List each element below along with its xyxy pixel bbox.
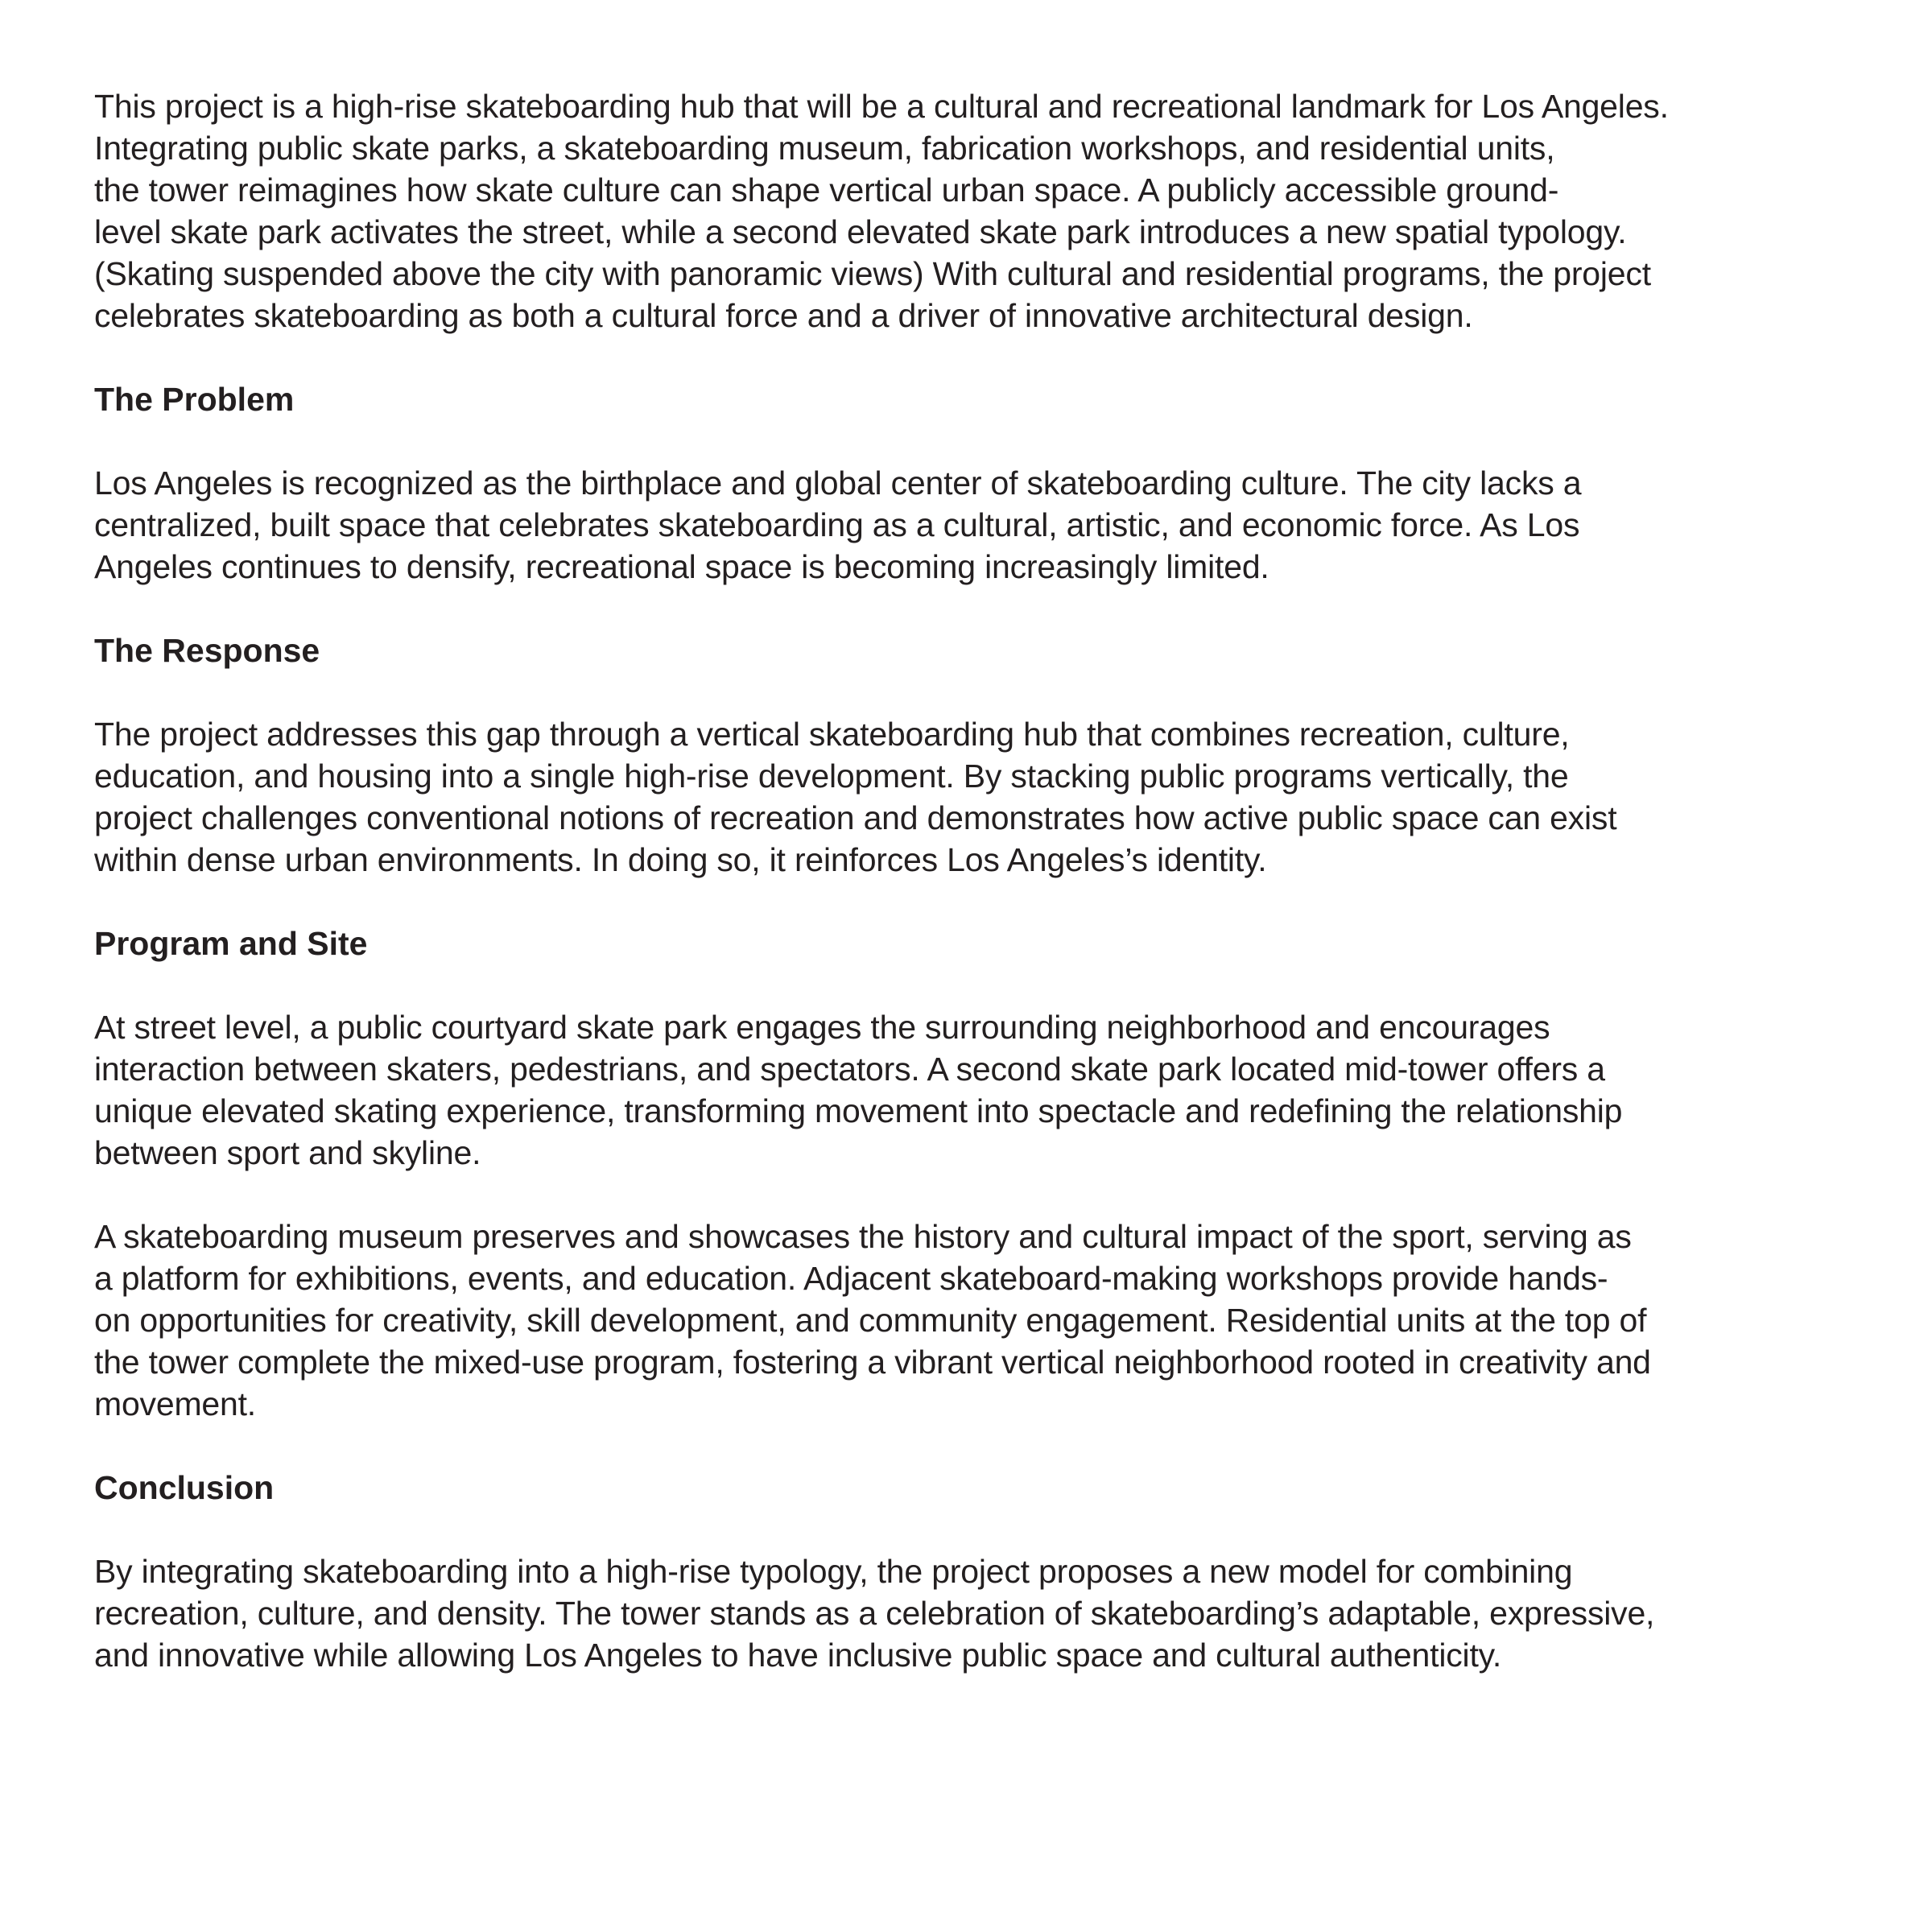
- response-line: within dense urban environments. In doing so, it reinforces Los Angeles’s identity.: [94, 841, 1267, 878]
- program-line: interaction between skaters, pedestrians, and spectators. A second skate park located mid-tower offers a: [94, 1051, 1605, 1088]
- intro-line: the tower reimagines how skate culture can shape vertical urban space. A publicly accessible ground-: [94, 171, 1559, 208]
- response-heading: The Response: [94, 632, 320, 669]
- problem-paragraph: [94, 462, 1905, 588]
- intro-line: level skate park activates the street, while a second elevated skate park introduces a new spatial typology.: [94, 213, 1627, 250]
- document-page: [94, 85, 1905, 1676]
- program-paragraph-1: [94, 1006, 1905, 1174]
- conclusion-heading: Conclusion: [94, 1469, 275, 1506]
- conclusion-paragraph: [94, 1550, 1905, 1676]
- intro-paragraph: [94, 85, 1905, 336]
- conclusion-line: recreation, culture, and density. The tower stands as a celebration of skateboarding’s adaptable, expressive,: [94, 1595, 1655, 1632]
- program-line: between sport and skyline.: [94, 1134, 481, 1171]
- spacer: [94, 588, 1905, 630]
- spacer: [94, 881, 1905, 923]
- program-line: movement.: [94, 1385, 256, 1422]
- spacer: [94, 420, 1905, 462]
- spacer: [94, 1509, 1905, 1550]
- program-line: unique elevated skating experience, transforming movement into spectacle and redefining the relationship: [94, 1092, 1623, 1129]
- response-paragraph: [94, 713, 1905, 881]
- program-line: a platform for exhibitions, events, and education. Adjacent skateboard-making workshops provide hands-: [94, 1260, 1608, 1297]
- conclusion-line: By integrating skateboarding into a high-rise typology, the project proposes a new model for combining: [94, 1553, 1573, 1590]
- problem-heading: The Problem: [94, 381, 295, 418]
- program-line: A skateboarding museum preserves and showcases the history and cultural impact of the sport, serving as: [94, 1218, 1632, 1255]
- spacer: [94, 336, 1905, 378]
- intro-line: Integrating public skate parks, a skateboarding museum, fabrication workshops, and residential units,: [94, 130, 1555, 167]
- spacer: [94, 1425, 1905, 1467]
- intro-line: celebrates skateboarding as both a cultural force and a driver of innovative architectural design.: [94, 297, 1473, 334]
- problem-line: Los Angeles is recognized as the birthplace and global center of skateboarding culture. The city lacks a: [94, 464, 1582, 502]
- problem-line: centralized, built space that celebrates skateboarding as a cultural, artistic, and economic force. As Los: [94, 506, 1580, 543]
- program-line: At street level, a public courtyard skate park engages the surrounding neighborhood and encourages: [94, 1009, 1550, 1046]
- response-line: project challenges conventional notions of recreation and demonstrates how active public space can exist: [94, 799, 1617, 836]
- spacer: [94, 964, 1905, 1006]
- intro-line: (Skating suspended above the city with panoramic views) With cultural and residential programs, the project: [94, 255, 1651, 292]
- program-line: the tower complete the mixed-use program, fostering a vibrant vertical neighborhood rooted in creativity and: [94, 1344, 1651, 1381]
- response-line: The project addresses this gap through a vertical skateboarding hub that combines recreation, culture,: [94, 716, 1570, 753]
- intro-line: This project is a high-rise skateboarding hub that will be a cultural and recreational landmark for Los Angeles.: [94, 88, 1669, 125]
- problem-line: Angeles continues to densify, recreational space is becoming increasingly limited.: [94, 548, 1269, 585]
- response-line: education, and housing into a single high-rise development. By stacking public programs vertically, the: [94, 758, 1569, 795]
- conclusion-line: and innovative while allowing Los Angeles to have inclusive public space and cultural authenticity.: [94, 1637, 1502, 1674]
- program-paragraph-2: [94, 1216, 1905, 1425]
- program-line: on opportunities for creativity, skill development, and community engagement. Residential units at the top of: [94, 1302, 1647, 1339]
- spacer: [94, 671, 1905, 713]
- spacer: [94, 1174, 1905, 1216]
- program-heading: Program and Site: [94, 925, 368, 962]
